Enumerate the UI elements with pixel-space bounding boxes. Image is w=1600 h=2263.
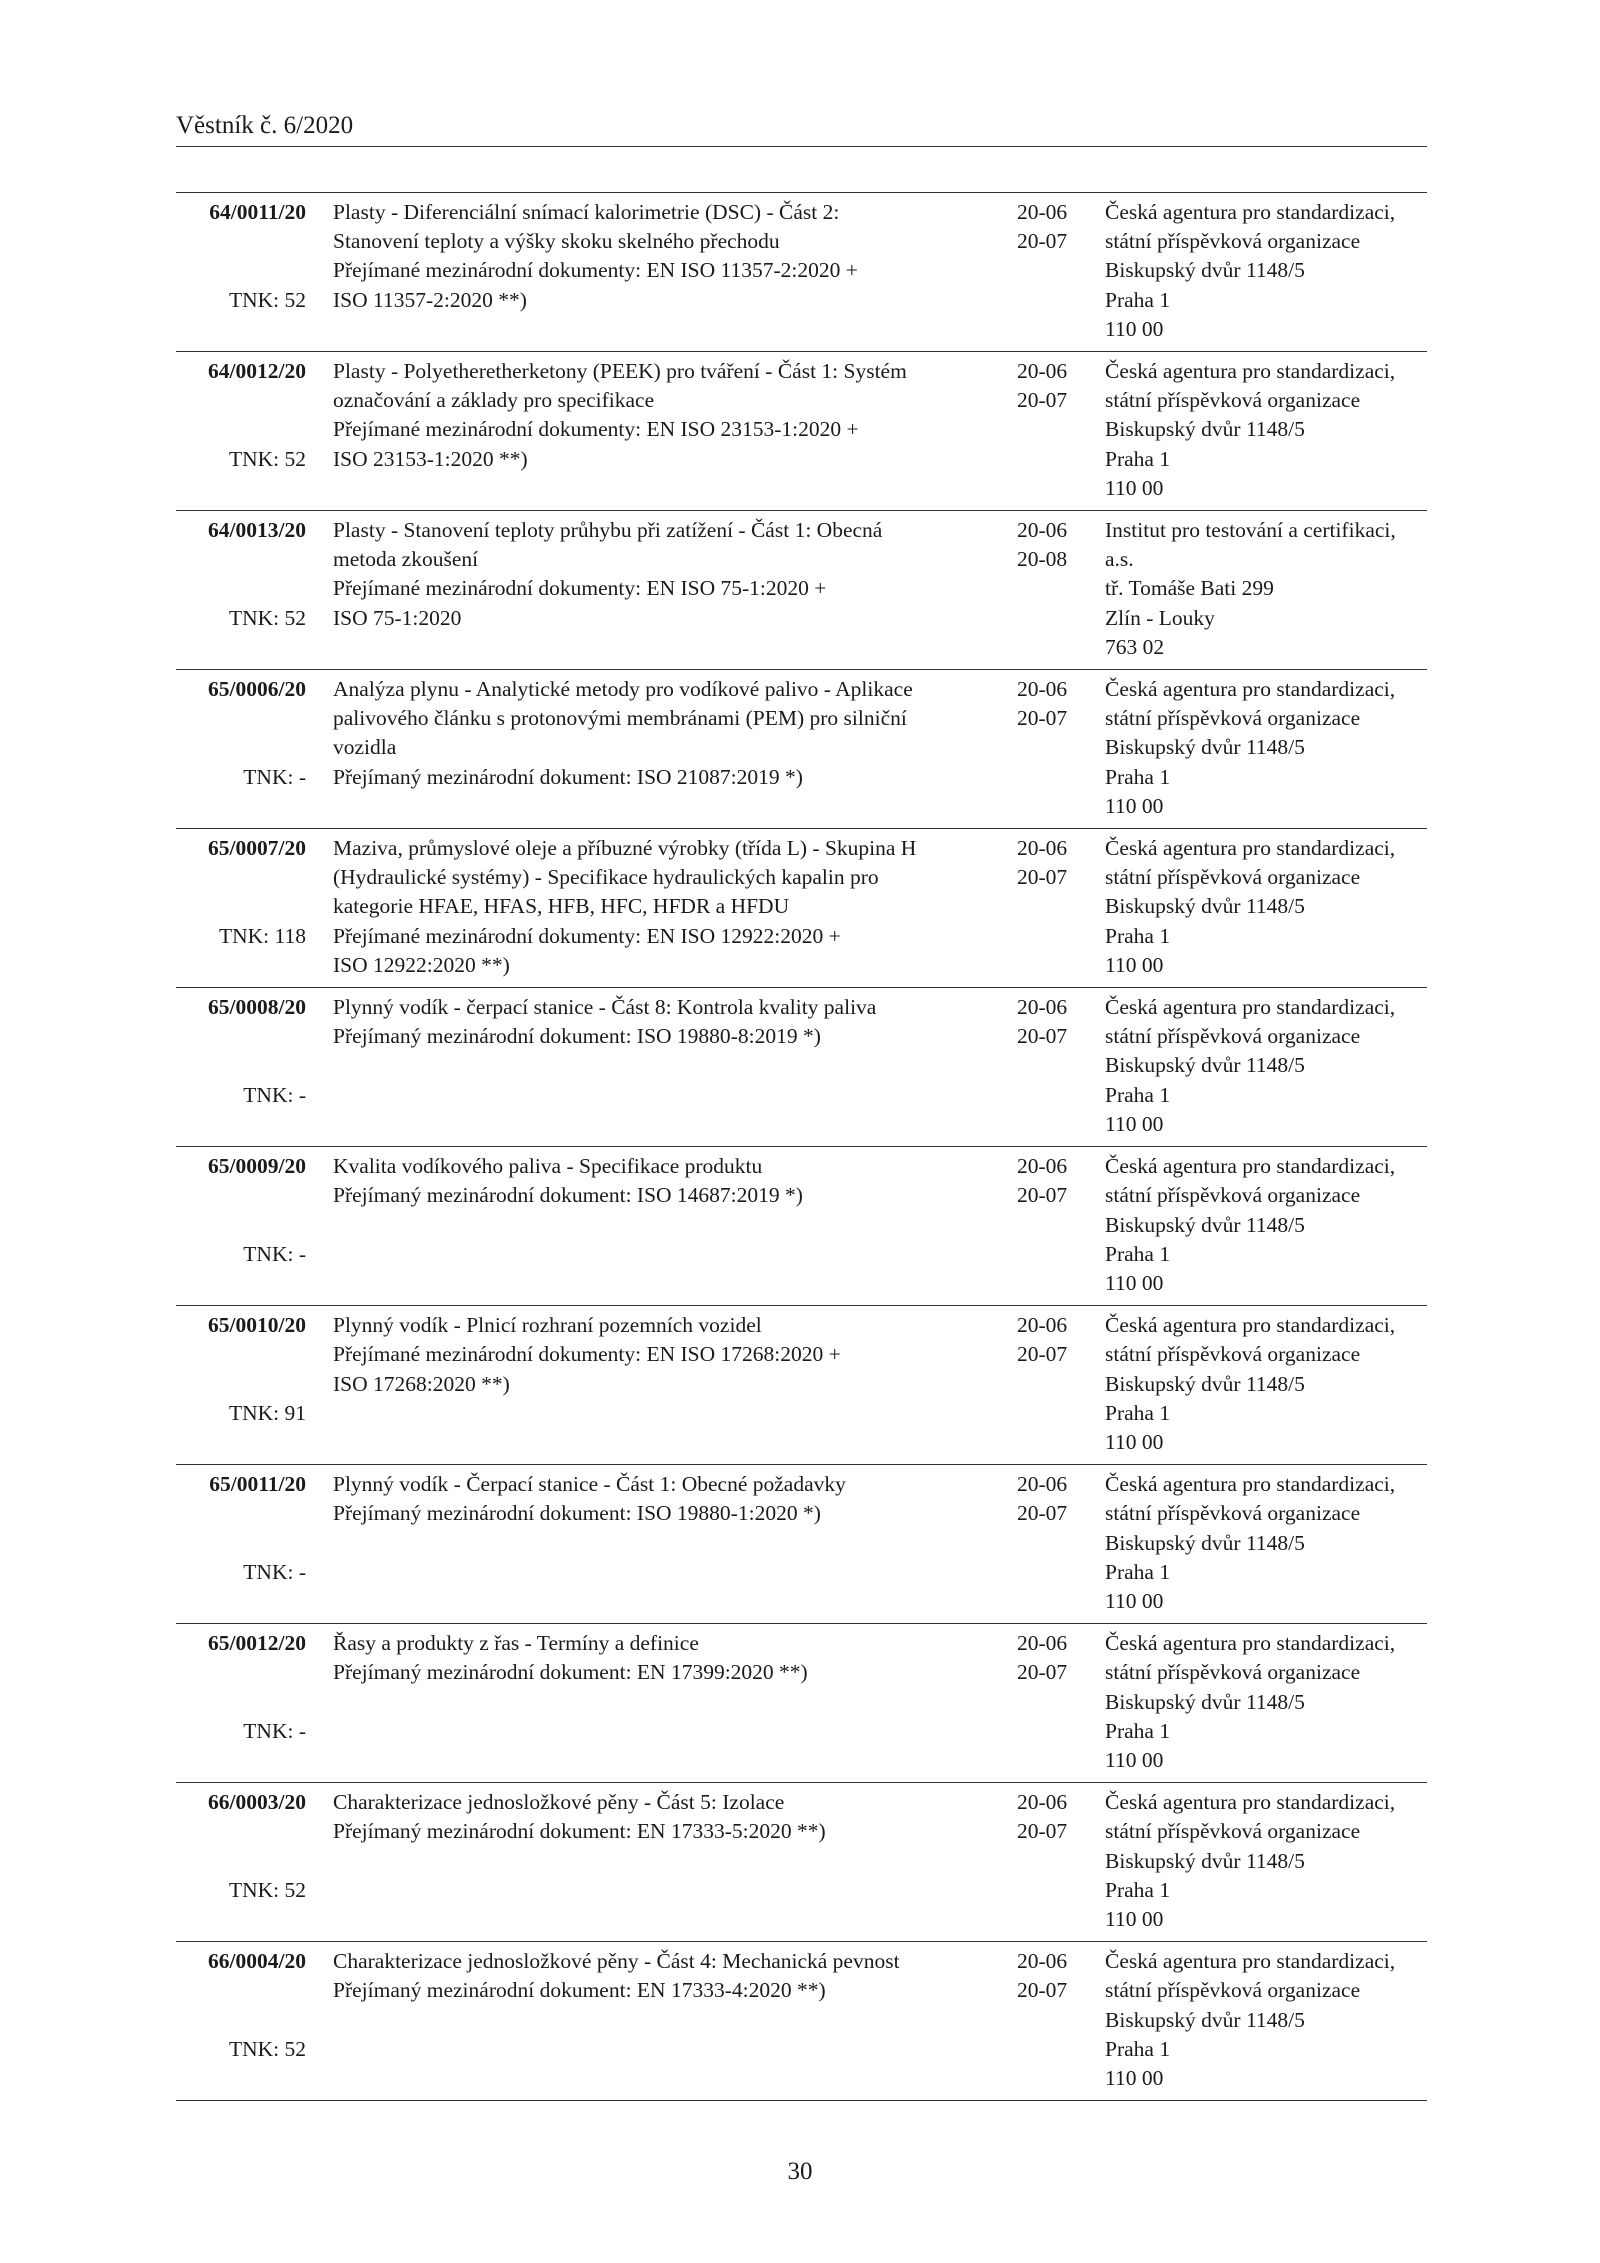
- entry-title: [333, 357, 1013, 503]
- table-row: [176, 1783, 1427, 1942]
- table-row: [176, 1306, 1427, 1465]
- entry-organization-line: Praha 1: [1105, 287, 1171, 312]
- entry-title-line: Maziva, průmyslové oleje a příbuzné výrobky (třída L) - Skupina H: [333, 836, 917, 861]
- entry-dates-line: 20-06: [1017, 1949, 1068, 1974]
- entry-organization-line: 110 00: [1105, 1270, 1164, 1295]
- entry-organization-line: 110 00: [1105, 316, 1164, 341]
- entry-title-line: metoda zkoušení: [333, 547, 479, 572]
- entry-organization-line: 110 00: [1105, 2065, 1164, 2090]
- entry-title: [333, 1629, 1013, 1775]
- entry-title-line: Přejímané mezinárodní dokumenty: EN ISO 23153-1:2020 +: [333, 417, 859, 442]
- entry-organization-line: Česká agentura pro standardizaci,: [1105, 1631, 1396, 1656]
- entry-id-cell: [176, 1629, 306, 1775]
- entry-tnk: TNK: 118: [219, 923, 306, 948]
- entry-title: [333, 516, 1013, 662]
- table-row: [176, 1624, 1427, 1783]
- entry-organization-line: Institut pro testování a certifikaci,: [1105, 518, 1396, 543]
- entry-id-cell: [176, 1152, 306, 1298]
- entry-title-line: Přejímaný mezinárodní dokument: EN 17399:2020 **): [333, 1660, 808, 1685]
- entry-organization-line: státní příspěvková organizace: [1105, 1342, 1361, 1367]
- entry-title-line: Plasty - Diferenciální snímací kalorimetrie (DSC) - Část 2:: [333, 200, 840, 224]
- entry-title: [333, 1788, 1013, 1934]
- entry-id-cell: [176, 357, 306, 503]
- entry-organization-line: Praha 1: [1105, 1241, 1171, 1266]
- entry-organization: [1105, 357, 1427, 503]
- entry-title-line: Přejímaný mezinárodní dokument: ISO 19880-8:2019 *): [333, 1024, 821, 1049]
- entry-title-line: ISO 12922:2020 **): [333, 952, 510, 977]
- entry-id-cell: [176, 198, 306, 344]
- entry-number: 65/0009/20: [208, 1154, 306, 1179]
- entry-organization-line: 110 00: [1105, 475, 1164, 500]
- entry-title-line: Charakterizace jednosložkové pěny - Část 5: Izolace: [333, 1790, 785, 1815]
- entry-organization-line: 110 00: [1105, 1747, 1164, 1772]
- entry-organization-line: Česká agentura pro standardizaci,: [1105, 836, 1396, 861]
- entry-dates: [1017, 1629, 1105, 1775]
- entry-organization-line: státní příspěvková organizace: [1105, 706, 1361, 731]
- standards-table: [176, 192, 1427, 2101]
- entry-dates: [1017, 1152, 1105, 1298]
- entry-dates-line: 20-06: [1017, 1154, 1068, 1179]
- entry-organization-line: Česká agentura pro standardizaci,: [1105, 677, 1396, 702]
- entry-organization-line: 110 00: [1105, 1429, 1164, 1454]
- entry-organization-line: Biskupský dvůr 1148/5: [1105, 1848, 1305, 1873]
- entry-title-line: ISO 17268:2020 **): [333, 1371, 510, 1396]
- entry-title: [333, 993, 1013, 1139]
- table-row: [176, 511, 1427, 670]
- entry-tnk: TNK: 52: [228, 2036, 306, 2061]
- table-row: [176, 1465, 1427, 1624]
- entry-id-cell: [176, 1947, 306, 2093]
- entry-tnk: TNK: 52: [228, 1877, 306, 1902]
- entry-organization-line: státní příspěvková organizace: [1105, 1024, 1361, 1049]
- entry-organization: [1105, 516, 1427, 662]
- entry-title-line: Přejímaný mezinárodní dokument: EN 17333-4:2020 **): [333, 1978, 826, 2003]
- entry-organization-line: 110 00: [1105, 1906, 1164, 1931]
- entry-title-line: Plynný vodík - Čerpací stanice - Část 1: Obecné požadavky: [333, 1472, 846, 1497]
- entry-dates: [1017, 1947, 1105, 2093]
- entry-dates: [1017, 675, 1105, 821]
- entry-organization-line: Česká agentura pro standardizaci,: [1105, 200, 1396, 224]
- entry-title-line: (Hydraulické systémy) - Specifikace hydraulických kapalin pro: [333, 865, 879, 890]
- entry-title-line: Plynný vodík - Plnicí rozhraní pozemních vozidel: [333, 1313, 762, 1338]
- header-rule: [176, 146, 1427, 147]
- entry-organization-line: Česká agentura pro standardizaci,: [1105, 359, 1396, 384]
- entry-dates-line: 20-07: [1017, 1819, 1068, 1844]
- entry-title-line: palivového článku s protonovými membránami (PEM) pro silniční: [333, 706, 907, 731]
- entry-dates-line: 20-07: [1017, 1342, 1068, 1367]
- entry-number: 65/0011/20: [209, 1472, 306, 1497]
- entry-title-line: ISO 11357-2:2020 **): [333, 287, 527, 312]
- entry-organization-line: Biskupský dvůr 1148/5: [1105, 1371, 1305, 1396]
- entry-title: [333, 1470, 1013, 1616]
- entry-organization: [1105, 198, 1427, 344]
- entry-title-line: Charakterizace jednosložkové pěny - Část 4: Mechanická pevnost: [333, 1949, 900, 1974]
- entry-organization-line: státní příspěvková organizace: [1105, 1501, 1361, 1526]
- entry-dates: [1017, 993, 1105, 1139]
- entry-dates-line: 20-06: [1017, 1313, 1068, 1338]
- entry-title-line: kategorie HFAE, HFAS, HFB, HFC, HFDR a HFDU: [333, 894, 790, 919]
- entry-title-line: Přejímaný mezinárodní dokument: EN 17333-5:2020 **): [333, 1819, 826, 1844]
- table-row: [176, 829, 1427, 988]
- entry-organization-line: státní příspěvková organizace: [1105, 388, 1361, 413]
- entry-number: 64/0012/20: [208, 359, 306, 384]
- entry-organization: [1105, 1629, 1427, 1775]
- entry-organization: [1105, 1788, 1427, 1934]
- entry-dates-line: 20-07: [1017, 388, 1068, 413]
- entry-id-cell: [176, 1470, 306, 1616]
- entry-id-cell: [176, 993, 306, 1139]
- entry-dates-line: 20-06: [1017, 518, 1068, 543]
- table-row: [176, 1942, 1427, 2101]
- entry-dates: [1017, 834, 1105, 980]
- entry-organization-line: Praha 1: [1105, 1718, 1171, 1743]
- entry-organization-line: 110 00: [1105, 793, 1164, 818]
- entry-number: 65/0006/20: [208, 677, 306, 702]
- entry-organization-line: 763 02: [1105, 634, 1165, 659]
- entry-tnk: TNK: -: [243, 764, 306, 789]
- entry-dates-line: 20-06: [1017, 1631, 1068, 1656]
- entry-number: 65/0012/20: [208, 1631, 306, 1656]
- entry-organization-line: Zlín - Louky: [1105, 605, 1215, 630]
- entry-number: 66/0003/20: [208, 1790, 306, 1815]
- table-row: [176, 988, 1427, 1147]
- entry-dates-line: 20-07: [1017, 1978, 1068, 2003]
- table-row: [176, 1147, 1427, 1306]
- entry-title-line: Plynný vodík - čerpací stanice - Část 8: Kontrola kvality paliva: [333, 995, 877, 1020]
- entry-organization-line: a.s.: [1105, 547, 1134, 572]
- entry-dates-line: 20-08: [1017, 547, 1068, 572]
- entry-organization: [1105, 1470, 1427, 1616]
- entry-tnk: TNK: -: [243, 1241, 306, 1266]
- entry-organization-line: státní příspěvková organizace: [1105, 1978, 1361, 2003]
- entry-dates-line: 20-06: [1017, 677, 1068, 702]
- entry-tnk: TNK: -: [243, 1559, 306, 1584]
- entry-organization-line: Biskupský dvůr 1148/5: [1105, 1053, 1305, 1078]
- entry-organization-line: Biskupský dvůr 1148/5: [1105, 1530, 1305, 1555]
- entry-organization-line: Česká agentura pro standardizaci,: [1105, 1790, 1396, 1815]
- entry-organization-line: státní příspěvková organizace: [1105, 229, 1361, 254]
- entry-dates-line: 20-07: [1017, 706, 1068, 731]
- entry-title-line: označování a základy pro specifikace: [333, 388, 655, 413]
- entry-title-line: ISO 23153-1:2020 **): [333, 446, 528, 471]
- entry-dates: [1017, 516, 1105, 662]
- entry-title-line: Plasty - Stanovení teploty průhybu při zatížení - Část 1: Obecná: [333, 518, 883, 543]
- entry-organization-line: Česká agentura pro standardizaci,: [1105, 1472, 1396, 1497]
- entry-title-line: Přejímaný mezinárodní dokument: ISO 19880-1:2020 *): [333, 1501, 821, 1526]
- entry-organization: [1105, 834, 1427, 980]
- entry-id-cell: [176, 834, 306, 980]
- entry-title-line: Kvalita vodíkového paliva - Specifikace produktu: [333, 1154, 763, 1179]
- entry-id-cell: [176, 675, 306, 821]
- page-header-title: Věstník č. 6/2020: [176, 112, 354, 139]
- entry-number: 66/0004/20: [208, 1949, 306, 1974]
- entry-organization-line: Praha 1: [1105, 1559, 1171, 1584]
- entry-dates-line: 20-07: [1017, 1183, 1068, 1208]
- table-row: [176, 193, 1427, 352]
- entry-tnk: TNK: -: [243, 1082, 306, 1107]
- entry-dates: [1017, 1788, 1105, 1934]
- entry-organization-line: Biskupský dvůr 1148/5: [1105, 1689, 1305, 1714]
- entry-organization-line: 110 00: [1105, 1111, 1164, 1136]
- entry-title: [333, 1311, 1013, 1457]
- entry-title-line: vozidla: [333, 735, 397, 760]
- entry-organization-line: Biskupský dvůr 1148/5: [1105, 2007, 1305, 2032]
- entry-organization-line: Praha 1: [1105, 446, 1171, 471]
- entry-organization-line: státní příspěvková organizace: [1105, 1660, 1361, 1685]
- entry-dates-line: 20-07: [1017, 1660, 1068, 1685]
- entry-organization-line: Biskupský dvůr 1148/5: [1105, 417, 1305, 442]
- entry-organization-line: státní příspěvková organizace: [1105, 1183, 1361, 1208]
- entry-number: 64/0013/20: [208, 518, 306, 543]
- entry-title-line: Přejímané mezinárodní dokumenty: EN ISO 12922:2020 +: [333, 923, 841, 948]
- entry-title-line: Řasy a produkty z řas - Termíny a definice: [333, 1631, 699, 1656]
- entry-title: [333, 198, 1013, 344]
- entry-organization-line: státní příspěvková organizace: [1105, 865, 1361, 890]
- entry-tnk: TNK: 52: [228, 605, 306, 630]
- entry-organization-line: Praha 1: [1105, 764, 1171, 789]
- entry-number: 64/0011/20: [209, 200, 306, 224]
- entry-organization: [1105, 993, 1427, 1139]
- entry-dates: [1017, 357, 1105, 503]
- entry-dates-line: 20-06: [1017, 1472, 1068, 1497]
- entry-number: 65/0008/20: [208, 995, 306, 1020]
- entry-dates-line: 20-07: [1017, 1024, 1068, 1049]
- entry-organization-line: tř. Tomáše Bati 299: [1105, 576, 1274, 601]
- entry-organization-line: Česká agentura pro standardizaci,: [1105, 1949, 1396, 1974]
- entry-title-line: Přejímané mezinárodní dokumenty: EN ISO 17268:2020 +: [333, 1342, 841, 1367]
- entry-number: 65/0010/20: [208, 1313, 306, 1338]
- entry-tnk: TNK: -: [243, 1718, 306, 1743]
- entry-organization-line: Česká agentura pro standardizaci,: [1105, 1313, 1396, 1338]
- entry-dates: [1017, 1470, 1105, 1616]
- entry-organization-line: Praha 1: [1105, 1877, 1171, 1902]
- entry-organization: [1105, 1947, 1427, 2093]
- page-number: 30: [787, 2158, 813, 2185]
- entry-organization-line: Biskupský dvůr 1148/5: [1105, 1212, 1305, 1237]
- entry-organization-line: Biskupský dvůr 1148/5: [1105, 735, 1305, 760]
- entry-dates: [1017, 198, 1105, 344]
- entry-organization-line: Praha 1: [1105, 2036, 1171, 2061]
- entry-dates-line: 20-07: [1017, 1501, 1068, 1526]
- entry-title-line: Přejímané mezinárodní dokumenty: EN ISO 11357-2:2020 +: [333, 258, 858, 283]
- entry-organization: [1105, 675, 1427, 821]
- entry-number: 65/0007/20: [208, 836, 306, 861]
- entry-organization-line: Biskupský dvůr 1148/5: [1105, 894, 1305, 919]
- table-row: [176, 352, 1427, 511]
- entry-title-line: ISO 75-1:2020: [333, 605, 462, 630]
- entry-title-line: Plasty - Polyetheretherketony (PEEK) pro tváření - Část 1: Systém: [333, 359, 907, 384]
- entry-id-cell: [176, 1788, 306, 1934]
- entry-title: [333, 675, 1013, 821]
- entry-dates-line: 20-06: [1017, 1790, 1068, 1815]
- entry-dates-line: 20-06: [1017, 836, 1068, 861]
- entry-dates-line: 20-06: [1017, 200, 1068, 224]
- entry-organization-line: Biskupský dvůr 1148/5: [1105, 258, 1305, 283]
- table-row: [176, 670, 1427, 829]
- entry-dates-line: 20-07: [1017, 229, 1068, 254]
- entry-dates: [1017, 1311, 1105, 1457]
- entry-organization: [1105, 1152, 1427, 1298]
- entry-title-line: Přejímaný mezinárodní dokument: ISO 14687:2019 *): [333, 1183, 803, 1208]
- entry-title: [333, 1152, 1013, 1298]
- entry-tnk: TNK: 52: [228, 446, 306, 471]
- entry-organization-line: státní příspěvková organizace: [1105, 1819, 1361, 1844]
- entry-title: [333, 834, 1013, 980]
- entry-title-line: Analýza plynu - Analytické metody pro vodíkové palivo - Aplikace: [333, 677, 913, 702]
- entry-organization: [1105, 1311, 1427, 1457]
- entry-organization-line: Česká agentura pro standardizaci,: [1105, 995, 1396, 1020]
- entry-organization-line: Česká agentura pro standardizaci,: [1105, 1154, 1396, 1179]
- entry-dates-line: 20-06: [1017, 995, 1068, 1020]
- entry-title-line: Přejímaný mezinárodní dokument: ISO 21087:2019 *): [333, 764, 803, 789]
- entry-organization-line: Praha 1: [1105, 1400, 1171, 1425]
- entry-title-line: Stanovení teploty a výšky skoku skelného přechodu: [333, 229, 780, 254]
- entry-dates-line: 20-06: [1017, 359, 1068, 384]
- entry-title-line: Přejímané mezinárodní dokumenty: EN ISO 75-1:2020 +: [333, 576, 827, 601]
- entry-tnk: TNK: 91: [228, 1400, 306, 1425]
- entry-organization-line: Praha 1: [1105, 1082, 1171, 1107]
- entry-id-cell: [176, 516, 306, 662]
- entry-organization-line: 110 00: [1105, 1588, 1164, 1613]
- entry-tnk: TNK: 52: [228, 287, 306, 312]
- entry-organization-line: Praha 1: [1105, 923, 1171, 948]
- entry-id-cell: [176, 1311, 306, 1457]
- entry-dates-line: 20-07: [1017, 865, 1068, 890]
- entry-title: [333, 1947, 1013, 2093]
- entry-organization-line: 110 00: [1105, 952, 1164, 977]
